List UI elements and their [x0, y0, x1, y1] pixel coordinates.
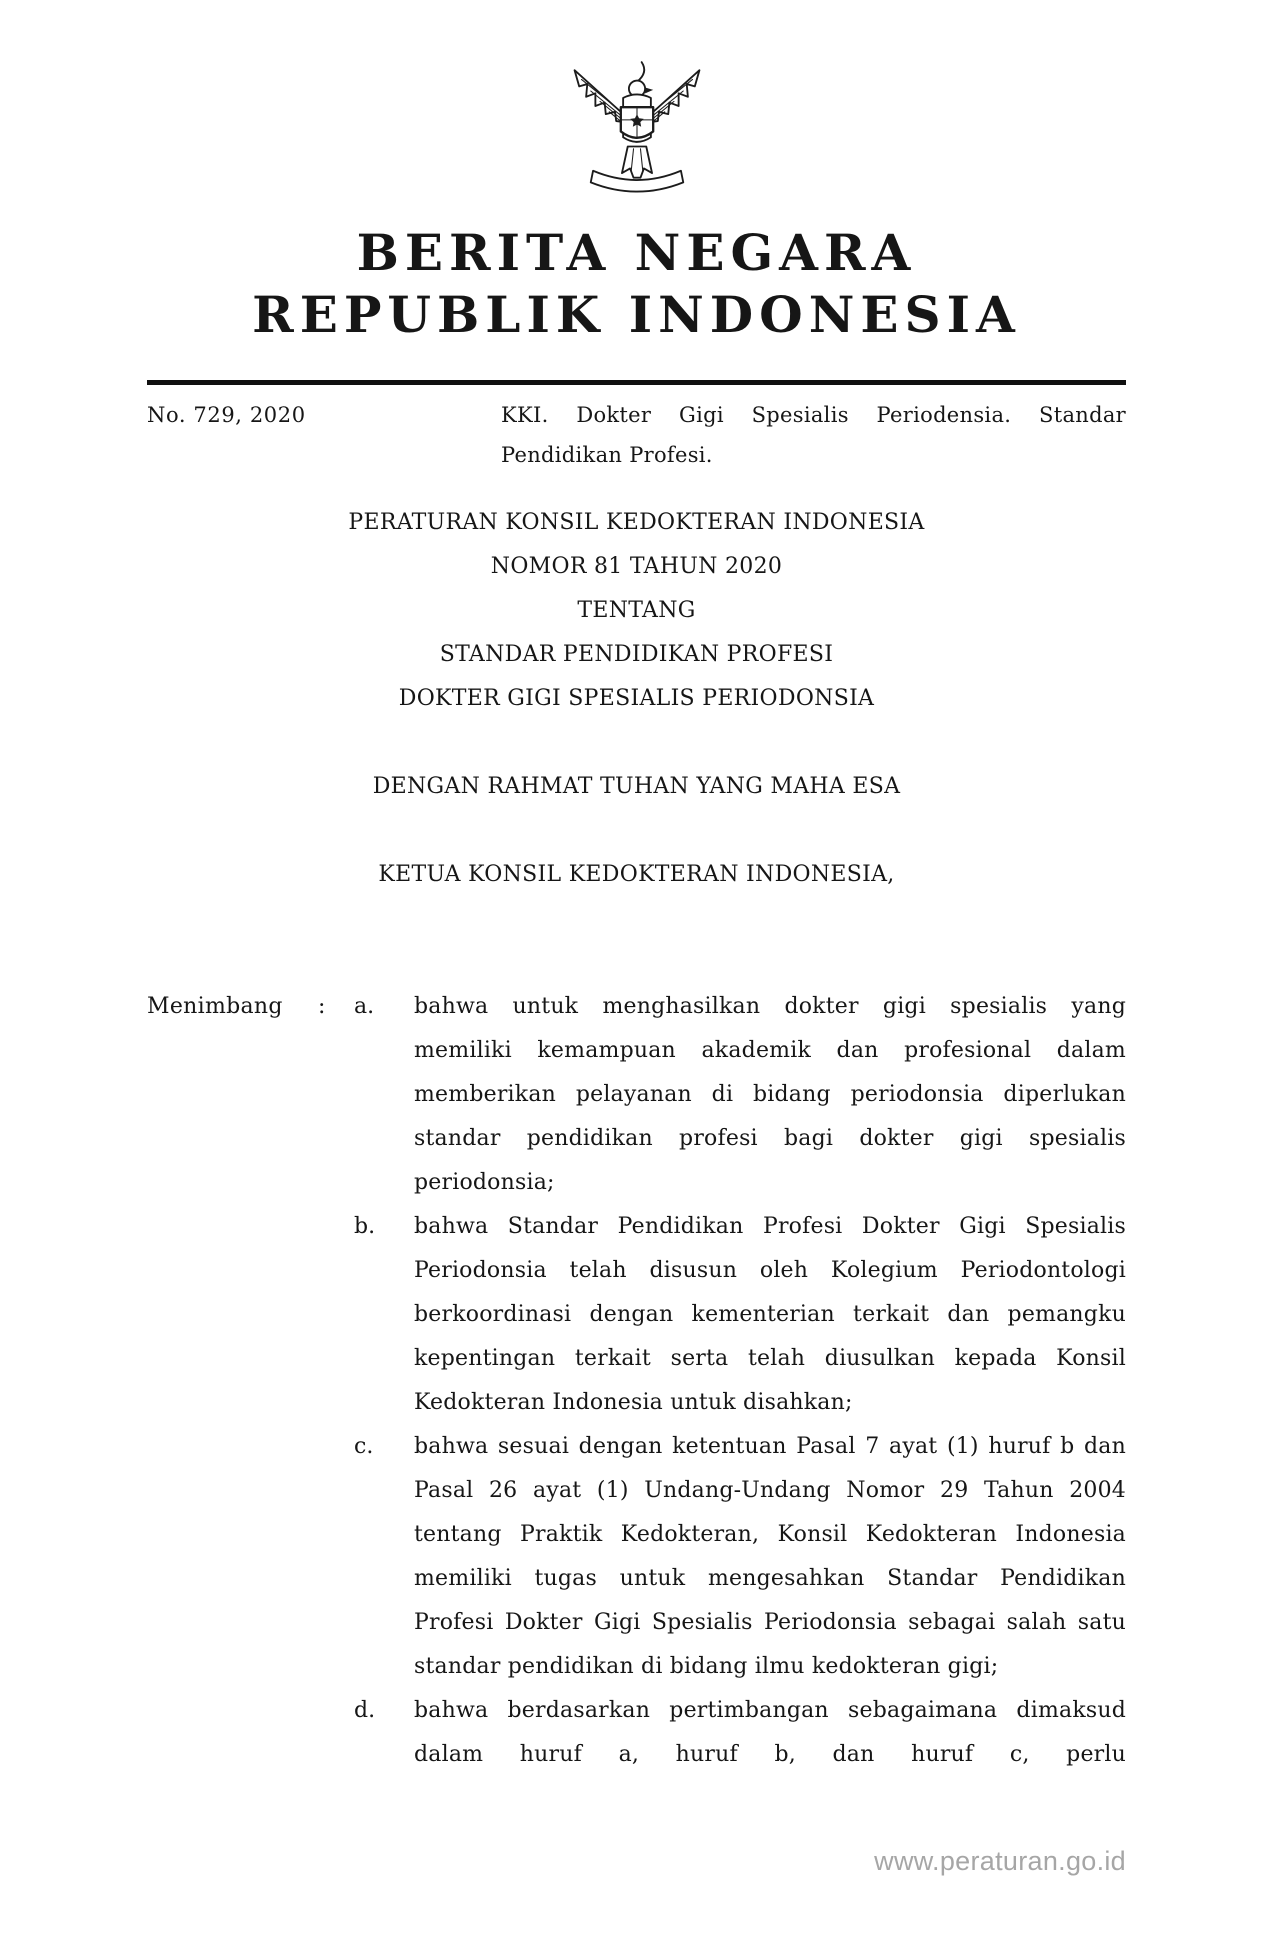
- consideration-text: bahwa sesuai dengan ketentuan Pasal 7 ayat (1) huruf b dan Pasal 26 ayat (1) Undang-Undang Nomor 29 Tahun 2004 tentang Praktik Kedokteran, Konsil Kedokteran Indonesia memiliki tugas untuk mengesahkan Standar Pendidikan Profesi Dokter Gigi Spesialis Periodonsia sebagai salah satu standar pendidikan di bidang ilmu kedokteran gigi;: [414, 1433, 1126, 1679]
- authority-line: KETUA KONSIL KEDOKTERAN INDONESIA,: [378, 861, 895, 887]
- gazette-number: No. 729, 2020: [147, 402, 306, 427]
- consideration-letter: d.: [354, 1697, 376, 1723]
- gazette-meta-row: [147, 395, 1126, 475]
- regulation-number-line: NOMOR 81 TAHUN 2020: [490, 553, 783, 579]
- garuda-pancasila-icon: [562, 54, 712, 202]
- consideration-letter: a.: [354, 993, 375, 1019]
- regulation-tentang-line: TENTANG: [577, 597, 696, 623]
- considerations-label: Menimbang: [147, 993, 283, 1019]
- consideration-item: [354, 1689, 1126, 1777]
- regulation-subject-line2: DOKTER GIGI SPESIALIS PERIODONSIA: [398, 685, 875, 711]
- consideration-item: [354, 985, 1126, 1205]
- watermark-url: www.peraturan.go.id: [874, 1846, 1126, 1876]
- consideration-text: bahwa Standar Pendidikan Profesi Dokter Gigi Spesialis Periodonsia telah disusun oleh Kolegium Periodontologi berkoordinasi dengan kementerian terkait dan pemangku kepentingan terkait serta telah diusulkan kepada Konsil Kedokteran Indonesia untuk disahkan;: [414, 1213, 1126, 1415]
- page-content: [0, 54, 1275, 1777]
- consideration-text: bahwa berdasarkan pertimbangan sebagaimana dimaksud dalam huruf a, huruf b, dan huruf c, perlu: [414, 1697, 1126, 1767]
- consideration-letter: b.: [354, 1213, 376, 1239]
- gazette-subject: KKI. Dokter Gigi Spesialis Periodensia. Standar Pendidikan Profesi.: [501, 402, 1126, 467]
- consideration-item: [354, 1205, 1126, 1425]
- consideration-text: bahwa untuk menghasilkan dokter gigi spesialis yang memiliki kemampuan akademik dan profesional dalam memberikan pelayanan di bidang periodonsia diperlukan standar pendidikan profesi bagi dokter gigi spesialis periodonsia;: [414, 993, 1126, 1195]
- considerations-list: [354, 985, 1126, 1777]
- masthead-line2: REPUBLIK INDONESIA: [252, 285, 1021, 344]
- considerations-colon: :: [318, 993, 326, 1019]
- invocation-line: DENGAN RAHMAT TUHAN YANG MAHA ESA: [372, 773, 901, 799]
- consideration-letter: c.: [354, 1433, 374, 1459]
- considerations-section: [147, 985, 1126, 1777]
- consideration-item: [354, 1425, 1126, 1689]
- header-divider: [147, 380, 1126, 385]
- regulation-subject-line1: STANDAR PENDIDIKAN PROFESI: [439, 641, 834, 667]
- masthead: [147, 222, 1126, 346]
- regulation-title-line: PERATURAN KONSIL KEDOKTERAN INDONESIA: [348, 509, 925, 535]
- regulation-title-block: [147, 501, 1126, 721]
- masthead-line1: BERITA NEGARA: [356, 223, 917, 282]
